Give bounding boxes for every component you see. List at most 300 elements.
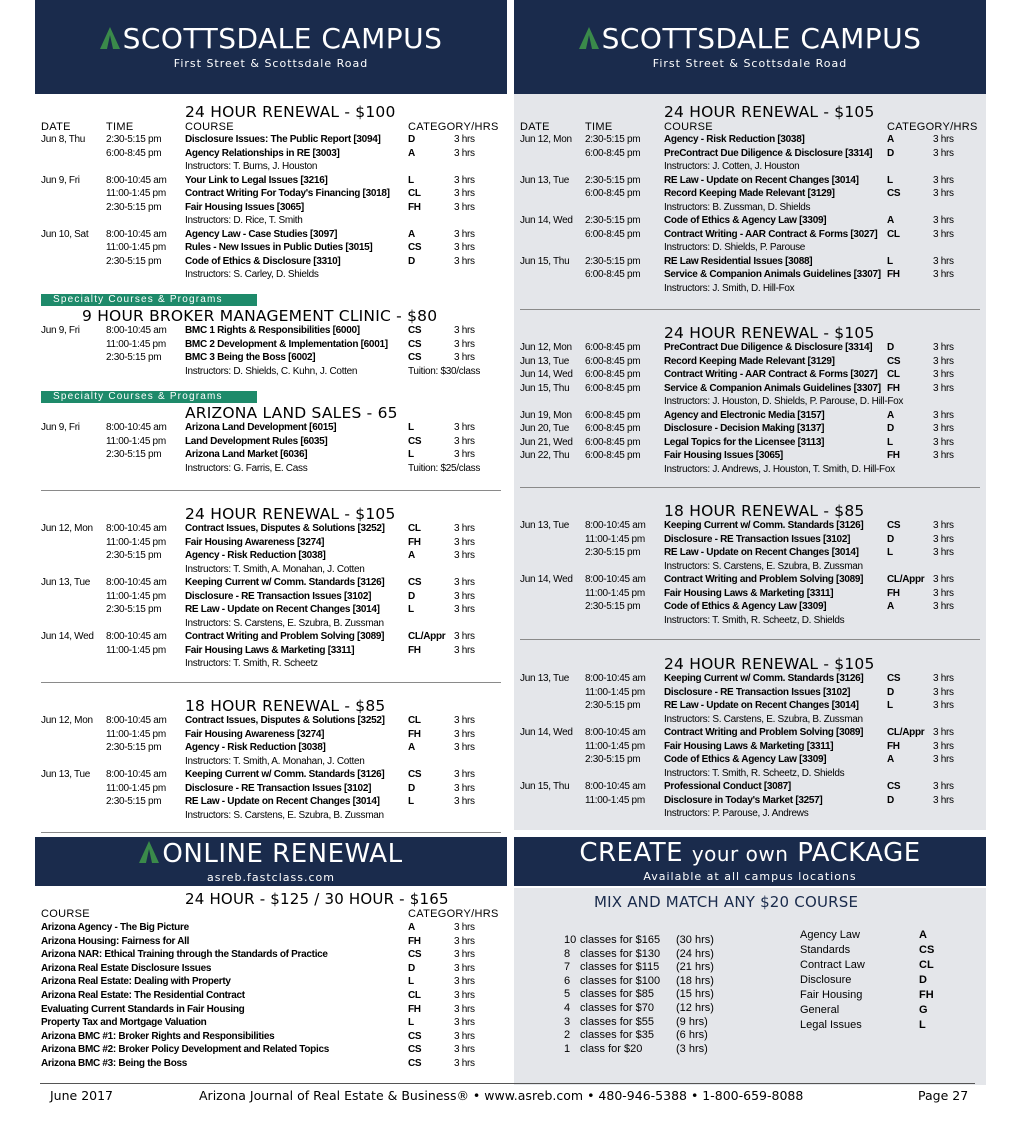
category-code: G <box>919 1004 928 1016</box>
category-legend-row <box>800 1004 950 1019</box>
online-course-category: L <box>408 1017 414 1029</box>
mountain-logo-icon <box>100 27 120 49</box>
course-row <box>514 369 986 382</box>
course-category: CS <box>408 352 422 363</box>
course-name: Legal Topics for the Licensee [3113] <box>664 436 825 448</box>
course-row <box>35 577 507 590</box>
course-time: 2:30-5:15 pm <box>585 700 641 711</box>
course-category: CS <box>408 769 422 780</box>
course-row <box>514 383 986 396</box>
course-hours: 3 hrs <box>454 352 475 363</box>
course-category: FH <box>408 536 421 548</box>
course-time: 6:00-8:45 pm <box>585 369 641 380</box>
course-name: Contract Writing - AAR Contract & Forms [3027] <box>664 369 878 380</box>
course-hours: 3 hrs <box>933 700 954 711</box>
course-name: Fair Housing Laws & Marketing [3311] <box>185 644 355 656</box>
course-name: BMC 1 Rights & Responsibilities [6000] <box>185 325 360 336</box>
course-name: Your Link to Legal Issues [3216] <box>185 174 328 186</box>
online-course-hours: 3 hrs <box>454 1003 475 1015</box>
course-date: Jun 14, Wed <box>41 631 94 642</box>
course-hours: 3 hrs <box>933 686 954 698</box>
course-row <box>35 769 507 782</box>
section-title: 24 HOUR RENEWAL - $105 <box>185 505 396 523</box>
course-row <box>514 781 986 794</box>
course-row <box>514 188 986 201</box>
campus-banner <box>514 0 986 94</box>
section-divider <box>520 487 980 488</box>
course-row <box>514 437 986 450</box>
course-category: A <box>408 742 415 753</box>
instructors-row <box>514 808 986 821</box>
package-hours: (12 hrs) <box>676 1002 714 1014</box>
course-row <box>35 729 507 742</box>
course-category: CL/Appr <box>887 574 925 585</box>
course-time: 6:00-8:45 pm <box>585 382 641 394</box>
course-hours: 3 hrs <box>454 338 475 350</box>
course-category: D <box>887 686 894 698</box>
course-row <box>514 410 986 423</box>
course-time: 6:00-8:45 pm <box>585 450 641 461</box>
course-hours: 3 hrs <box>454 147 475 159</box>
course-date: Jun 15, Thu <box>520 255 570 267</box>
category-legend-row <box>800 1019 950 1034</box>
instructors-text: Instructors: P. Parouse, J. Andrews <box>664 808 809 819</box>
section-divider <box>41 682 501 683</box>
course-name: Contract Writing - AAR Contract & Forms [3027] <box>664 228 878 240</box>
course-time: 11:00-1:45 pm <box>106 536 166 548</box>
course-hours: 3 hrs <box>933 423 954 434</box>
category-name: General <box>800 1004 840 1016</box>
category-code: A <box>919 929 927 941</box>
instructors-row <box>514 161 986 174</box>
course-category: L <box>408 796 414 807</box>
package-price: classes for $130 <box>580 947 661 960</box>
course-row <box>514 673 986 686</box>
instructors-text: Instructors: S. Carstens, E. Szubra, B. Zussman <box>664 560 863 572</box>
footer-publication: Arizona Journal of Real Estate & Business® • www.asreb.com • 480-946-5388 • 1-800-659-8088 <box>199 1088 804 1103</box>
course-category: CS <box>408 435 422 447</box>
package-price: classes for $70 <box>580 1002 654 1014</box>
instructors-row <box>35 161 507 174</box>
category-code: D <box>919 974 927 986</box>
section-divider <box>520 309 980 310</box>
instructors-text: Instructors: S. Carstens, E. Szubra, B. Zussman <box>185 617 384 629</box>
package-class-count: 10 <box>564 934 577 946</box>
course-hours: 3 hrs <box>933 794 954 806</box>
course-category: D <box>408 782 415 794</box>
course-row <box>514 588 986 601</box>
course-category: D <box>887 533 894 545</box>
course-name: Fair Housing Issues [3065] <box>664 450 783 461</box>
online-course-category: CS <box>408 1044 422 1056</box>
course-name: Agency Law - Case Studies [3097] <box>185 228 338 240</box>
course-row <box>35 422 507 435</box>
online-course-row <box>35 1058 507 1071</box>
online-course-category: FH <box>408 1003 421 1015</box>
course-hours: 3 hrs <box>454 188 475 199</box>
course-category: CL/Appr <box>408 631 446 642</box>
footer-rule <box>40 1083 975 1084</box>
course-category: CS <box>887 781 901 792</box>
online-course-hours: 3 hrs <box>454 935 475 947</box>
instructors-text: Instructors: D. Shields, P. Parouse <box>664 242 806 253</box>
package-price-row <box>564 975 764 989</box>
online-course-row <box>35 1004 507 1017</box>
instructors-row <box>514 396 986 409</box>
course-time: 2:30-5:15 pm <box>585 601 641 612</box>
package-hours: (18 hrs) <box>676 974 714 987</box>
specialty-label: Specialty Courses & Programs <box>41 391 257 403</box>
course-time: 11:00-1:45 pm <box>106 782 166 794</box>
instructors-text: Instructors: J. Cotten, J. Houston <box>664 161 800 172</box>
course-name: Service & Companion Animals Guidelines [3307] <box>664 382 881 394</box>
course-name: Contract Writing and Problem Solving [3089] <box>664 574 864 585</box>
course-row <box>35 134 507 147</box>
course-date: Jun 13, Tue <box>520 673 569 684</box>
course-name: RE Law Residential Issues [3088] <box>664 255 813 267</box>
course-time: 11:00-1:45 pm <box>106 338 166 350</box>
course-time: 8:00-10:45 am <box>585 727 646 738</box>
course-category: D <box>408 590 415 602</box>
instructors-row <box>35 366 507 379</box>
package-class-count: 2 <box>564 1029 571 1042</box>
course-hours: 3 hrs <box>454 422 475 433</box>
course-name: PreContract Due Diligence & Disclosure [3314] <box>664 147 873 159</box>
online-course-hours: 3 hrs <box>454 962 475 974</box>
course-row <box>514 134 986 147</box>
course-name: RE Law - Update on Recent Changes [3014] <box>664 700 859 711</box>
banner-title-wrap <box>514 0 986 53</box>
tuition-text: Tuition: $25/class <box>408 462 481 474</box>
course-category: L <box>887 700 893 711</box>
course-category: FH <box>887 269 900 280</box>
banner-title: SCOTTSDALE CAMPUS <box>601 22 922 55</box>
course-name: Agency and Electronic Media [3157] <box>664 409 825 421</box>
course-hours: 3 hrs <box>933 269 954 280</box>
online-course-name: Arizona BMC #3: Being the Boss <box>41 1058 188 1069</box>
course-time: 8:00-10:45 am <box>585 574 646 585</box>
course-row <box>514 534 986 547</box>
course-time: 11:00-1:45 pm <box>585 794 645 806</box>
course-category: CS <box>887 355 901 367</box>
course-date: Jun 13, Tue <box>41 577 90 588</box>
course-name: Keeping Current w/ Comm. Standards [3126] <box>185 769 385 780</box>
course-hours: 3 hrs <box>454 796 475 807</box>
course-row <box>35 742 507 755</box>
course-category: A <box>887 409 894 421</box>
online-course-row <box>35 976 507 989</box>
course-date: Jun 12, Mon <box>520 134 572 145</box>
course-category: FH <box>408 728 421 740</box>
package-hours: (9 hrs) <box>676 1015 708 1028</box>
course-row <box>514 423 986 436</box>
instructors-text: Instructors: J. Andrews, J. Houston, T. Smith, D. Hill-Fox <box>664 463 895 475</box>
course-time: 2:30-5:15 pm <box>106 550 162 561</box>
section-divider <box>520 639 980 640</box>
course-name: Code of Ethics & Agency Law [3309] <box>664 601 827 612</box>
course-category: L <box>408 449 414 460</box>
course-date: Jun 12, Mon <box>520 342 572 353</box>
category-name: Contract Law <box>800 959 865 971</box>
course-date: Jun 15, Thu <box>520 382 570 394</box>
footer-date: June 2017 <box>50 1088 114 1103</box>
course-row <box>514 741 986 754</box>
course-hours: 3 hrs <box>454 590 475 602</box>
course-time: 2:30-5:15 pm <box>106 255 162 267</box>
package-title-create: CREATE <box>579 838 684 868</box>
online-course-hours: 3 hrs <box>454 922 475 933</box>
course-hours: 3 hrs <box>933 673 954 684</box>
course-hours: 3 hrs <box>933 436 954 448</box>
course-row <box>35 352 507 365</box>
course-time: 11:00-1:45 pm <box>106 644 166 656</box>
course-time: 2:30-5:15 pm <box>106 201 162 213</box>
course-category: CL <box>408 715 421 726</box>
course-category: A <box>408 147 415 159</box>
header-course: COURSE <box>664 121 713 133</box>
section-title: 24 HOUR RENEWAL - $105 <box>664 103 875 121</box>
course-category: A <box>887 754 894 765</box>
course-category: FH <box>887 382 900 394</box>
course-name: Fair Housing Issues [3065] <box>185 201 304 213</box>
course-name: BMC 2 Development & Implementation [6001] <box>185 338 388 350</box>
instructors-row <box>35 215 507 228</box>
course-name: Contract Writing and Problem Solving [3089] <box>664 727 864 738</box>
course-date: Jun 12, Mon <box>41 715 93 726</box>
mountain-logo-icon <box>139 841 159 863</box>
course-category: CL/Appr <box>887 727 925 738</box>
course-time: 8:00-10:45 am <box>585 520 646 531</box>
course-name: Keeping Current w/ Comm. Standards [3126] <box>664 673 864 684</box>
section-divider <box>41 490 501 491</box>
instructors-text: Instructors: J. Smith, D. Hill-Fox <box>664 282 795 294</box>
course-name: Keeping Current w/ Comm. Standards [3126] <box>185 577 385 588</box>
package-subtitle: Available at all campus locations <box>643 870 857 883</box>
course-category: D <box>887 147 894 159</box>
online-course-name: Arizona Housing: Fairness for All <box>41 935 190 947</box>
instructors-row <box>35 463 507 476</box>
package-banner <box>514 837 986 886</box>
course-name: RE Law - Update on Recent Changes [3014] <box>185 604 380 615</box>
section-title: 24 HOUR RENEWAL - $105 <box>664 655 875 673</box>
course-hours: 3 hrs <box>933 342 954 353</box>
course-row <box>35 188 507 201</box>
course-hours: 3 hrs <box>454 550 475 561</box>
course-category: L <box>408 174 414 186</box>
instructors-text: Instructors: T. Smith, A. Monahan, J. Cotten <box>185 755 365 767</box>
course-category: L <box>408 422 414 433</box>
course-name: Professional Conduct [3087] <box>664 781 791 792</box>
course-hours: 3 hrs <box>454 644 475 656</box>
banner-title-wrap <box>35 837 507 867</box>
course-time: 6:00-8:45 pm <box>585 269 641 280</box>
course-category: L <box>887 547 893 558</box>
course-hours: 3 hrs <box>933 587 954 599</box>
course-row <box>514 574 986 587</box>
instructors-row <box>35 756 507 769</box>
course-time: 6:00-8:45 pm <box>585 228 641 240</box>
course-row <box>514 229 986 242</box>
instructors-text: Instructors: D. Shields, C. Kuhn, J. Cotten <box>185 365 358 377</box>
course-name: Contract Issues, Disputes & Solutions [3252] <box>185 715 385 726</box>
banner-title: SCOTTSDALE CAMPUS <box>122 22 443 55</box>
course-time: 2:30-5:15 pm <box>585 134 641 145</box>
footer-page-number: Page 27 <box>918 1088 969 1103</box>
course-time: 8:00-10:45 am <box>106 715 167 726</box>
course-name: Agency - Risk Reduction [3038] <box>185 550 326 561</box>
category-name: Standards <box>800 944 851 956</box>
course-row <box>35 242 507 255</box>
course-hours: 3 hrs <box>933 409 954 421</box>
course-row <box>514 342 986 355</box>
course-time: 6:00-8:45 pm <box>585 342 641 353</box>
online-header-course: COURSE <box>41 908 90 920</box>
category-legend-row <box>800 929 950 944</box>
course-date: Jun 14, Wed <box>520 215 573 226</box>
header-time: TIME <box>585 121 613 133</box>
course-time: 8:00-10:45 am <box>585 673 646 684</box>
package-class-count: 1 <box>564 1042 571 1055</box>
package-price: classes for $85 <box>580 988 654 1001</box>
course-row <box>514 727 986 740</box>
online-course-category: CS <box>408 949 422 961</box>
course-category: L <box>887 255 893 267</box>
course-hours: 3 hrs <box>933 147 954 159</box>
online-course-row <box>35 949 507 962</box>
course-row <box>35 631 507 644</box>
course-name: Contract Writing For Today's Financing [3018] <box>185 188 390 199</box>
course-hours: 3 hrs <box>454 174 475 186</box>
course-hours: 3 hrs <box>454 631 475 642</box>
course-name: Record Keeping Made Relevant [3129] <box>664 355 835 367</box>
instructors-row <box>514 615 986 628</box>
course-time: 8:00-10:45 am <box>106 325 167 336</box>
instructors-text: Instructors: T. Smith, R. Scheetz <box>185 658 318 669</box>
course-hours: 3 hrs <box>454 449 475 460</box>
course-time: 8:00-10:45 am <box>106 422 167 433</box>
course-name: Disclosure - RE Transaction Issues [3102] <box>185 590 372 602</box>
course-category: D <box>408 134 415 145</box>
course-category: D <box>887 794 894 806</box>
course-row <box>35 591 507 604</box>
course-date: Jun 20, Tue <box>520 423 569 434</box>
course-category: D <box>408 255 415 267</box>
course-row <box>35 148 507 161</box>
course-category: A <box>887 601 894 612</box>
category-name: Legal Issues <box>800 1019 862 1031</box>
online-course-category: CS <box>408 1058 422 1069</box>
package-hours: (21 hrs) <box>676 961 714 974</box>
course-row <box>35 645 507 658</box>
category-name: Agency Law <box>800 929 860 941</box>
online-course-name: Arizona Real Estate Disclosure Issues <box>41 962 212 974</box>
course-category: CS <box>408 338 422 350</box>
course-time: 6:00-8:45 pm <box>585 423 641 434</box>
course-hours: 3 hrs <box>454 325 475 336</box>
course-date: Jun 12, Mon <box>41 523 93 534</box>
package-title <box>514 837 986 867</box>
course-time: 8:00-10:45 am <box>585 781 646 792</box>
course-name: Disclosure - RE Transaction Issues [3102] <box>185 782 372 794</box>
banner-title: ONLINE RENEWAL <box>162 838 403 869</box>
course-hours: 3 hrs <box>933 520 954 531</box>
course-category: CL <box>887 228 900 240</box>
online-course-row <box>35 1044 507 1057</box>
course-hours: 3 hrs <box>933 574 954 585</box>
instructors-row <box>514 242 986 255</box>
online-course-name: Arizona NAR: Ethical Training through the Standards of Practice <box>41 949 328 961</box>
course-name: Disclosure Issues: The Public Report [3094] <box>185 134 381 145</box>
course-name: Fair Housing Awareness [3274] <box>185 728 325 740</box>
course-row <box>35 715 507 728</box>
online-course-name: Property Tax and Mortgage Valuation <box>41 1017 207 1029</box>
course-row <box>35 523 507 536</box>
package-hours: (30 hrs) <box>676 934 714 946</box>
online-course-category: A <box>408 922 415 933</box>
course-name: Agency - Risk Reduction [3038] <box>664 134 805 145</box>
course-time: 2:30-5:15 pm <box>585 174 641 186</box>
online-course-row <box>35 922 507 935</box>
category-legend-row <box>800 989 950 1004</box>
online-course-name: Arizona Agency - The Big Picture <box>41 922 189 933</box>
course-name: Service & Companion Animals Guidelines [3307] <box>664 269 881 280</box>
course-hours: 3 hrs <box>933 781 954 792</box>
category-legend-row <box>800 959 950 974</box>
course-hours: 3 hrs <box>933 255 954 267</box>
course-time: 11:00-1:45 pm <box>585 533 645 545</box>
package-class-count: 8 <box>564 947 571 960</box>
course-hours: 3 hrs <box>933 727 954 738</box>
course-time: 2:30-5:15 pm <box>106 742 162 753</box>
course-row <box>514 215 986 228</box>
course-name: Contract Issues, Disputes & Solutions [3252] <box>185 523 385 534</box>
course-hours: 3 hrs <box>454 201 475 213</box>
course-hours: 3 hrs <box>933 382 954 394</box>
course-date: Jun 21, Wed <box>520 436 573 448</box>
banner-title-wrap <box>35 0 507 53</box>
course-row <box>35 325 507 338</box>
course-time: 6:00-8:45 pm <box>585 436 641 448</box>
course-time: 8:00-10:45 am <box>106 228 167 240</box>
course-row <box>35 202 507 215</box>
course-name: Fair Housing Laws & Marketing [3311] <box>664 740 834 752</box>
online-course-hours: 3 hrs <box>454 1044 475 1056</box>
course-time: 2:30-5:15 pm <box>106 796 162 807</box>
course-time: 2:30-5:15 pm <box>585 215 641 226</box>
course-date: Jun 10, Sat <box>41 228 89 240</box>
header-category: CATEGORY/HRS <box>408 121 499 133</box>
course-row <box>514 547 986 560</box>
course-category: CS <box>408 577 422 588</box>
course-category: CL <box>408 523 421 534</box>
course-row <box>514 754 986 767</box>
package-price-row <box>564 948 764 962</box>
package-class-count: 6 <box>564 974 571 987</box>
instructors-row <box>514 283 986 296</box>
course-hours: 3 hrs <box>454 715 475 726</box>
course-hours: 3 hrs <box>454 536 475 548</box>
instructors-text: Instructors: T. Smith, R. Scheetz, D. Shields <box>664 767 845 779</box>
online-course-row <box>35 963 507 976</box>
package-price-row <box>564 1029 764 1043</box>
instructors-row <box>35 658 507 671</box>
course-name: Contract Writing and Problem Solving [3089] <box>185 631 385 642</box>
instructors-text: Instructors: T. Burns, J. Houston <box>185 161 318 172</box>
package-price: class for $20 <box>580 1042 643 1055</box>
course-category: A <box>408 228 415 240</box>
online-course-name: Arizona Real Estate: The Residential Contract <box>41 990 245 1001</box>
category-name: Fair Housing <box>800 989 863 1001</box>
